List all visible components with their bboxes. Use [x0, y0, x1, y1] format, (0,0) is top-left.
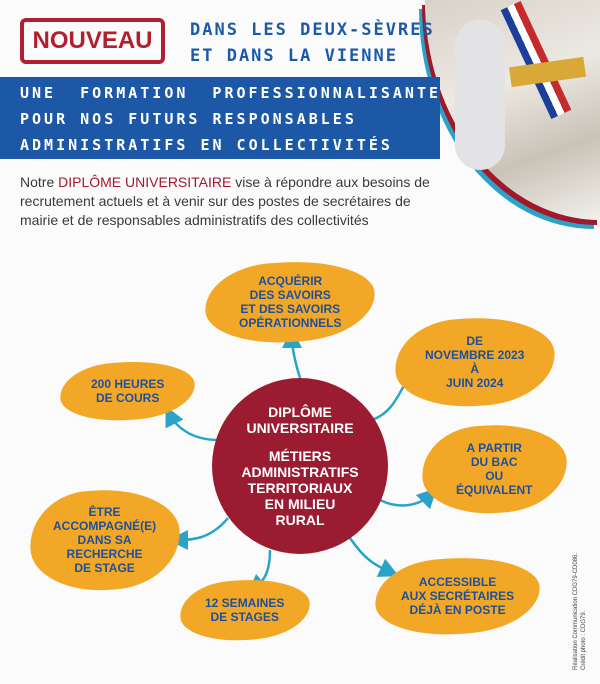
credit-text: Réalisation Communication CDG79-CD086. Crédit photo : CDG79.: [573, 552, 587, 670]
bubble-text: ACQUÉRIR DES SAVOIRS ET DES SAVOIRS OPÉRATIONNELS: [238, 274, 342, 331]
bubble-text: A PARTIR DU BAC OU ÉQUIVALENT: [456, 441, 533, 498]
nouveau-badge: NOUVEAU: [20, 18, 165, 64]
arrow-accessible: [350, 538, 390, 572]
center-subtitle: MÉTIERS ADMINISTRATIFS TERRITORIAUX EN MILIEU RURAL: [241, 448, 359, 528]
banner-line: UNE FORMATION PROFESSIONNALISANTE: [20, 84, 442, 102]
arrow-heures: [170, 415, 218, 440]
bubble-text: ÊTRE ACCOMPAGNÉ(E) DANS SA RECHERCHE DE STAGE: [53, 505, 157, 576]
intro-highlight: DIPLÔME UNIVERSITAIRE: [58, 174, 232, 190]
bubble-text: ACCESSIBLE AUX SECRÉTAIRES DÉJÀ EN POSTE: [400, 575, 515, 618]
bubble-text: 12 SEMAINES DE STAGES: [205, 596, 285, 625]
intro-end: vise à répondre aux besoins de recrutement actuels et à venir sur des postes de secrétaires de mairie et de responsables administratifs des collectivités: [20, 174, 430, 228]
intro-start: Notre: [20, 174, 59, 190]
center-title: DIPLÔME UNIVERSITAIRE: [246, 404, 354, 436]
arrow-savoirs: [292, 338, 300, 378]
bubble-text: 200 HEURES DE COURS: [90, 377, 165, 405]
banner-line: ADMINISTRATIFS EN COLLECTIVITÉS: [20, 136, 393, 154]
region-line: ET DANS LA VIENNE: [190, 46, 398, 66]
arrow-bac: [380, 495, 430, 505]
banner-line: POUR NOS FUTURS RESPONSABLES: [20, 110, 357, 128]
central-diploma-circle: [212, 378, 388, 554]
bubble-text: DE NOVEMBRE 2023 À JUIN 2024: [425, 334, 525, 390]
arrow-accompagne: [178, 518, 228, 540]
region-line: DANS LES DEUX-SÈVRES: [190, 20, 435, 40]
